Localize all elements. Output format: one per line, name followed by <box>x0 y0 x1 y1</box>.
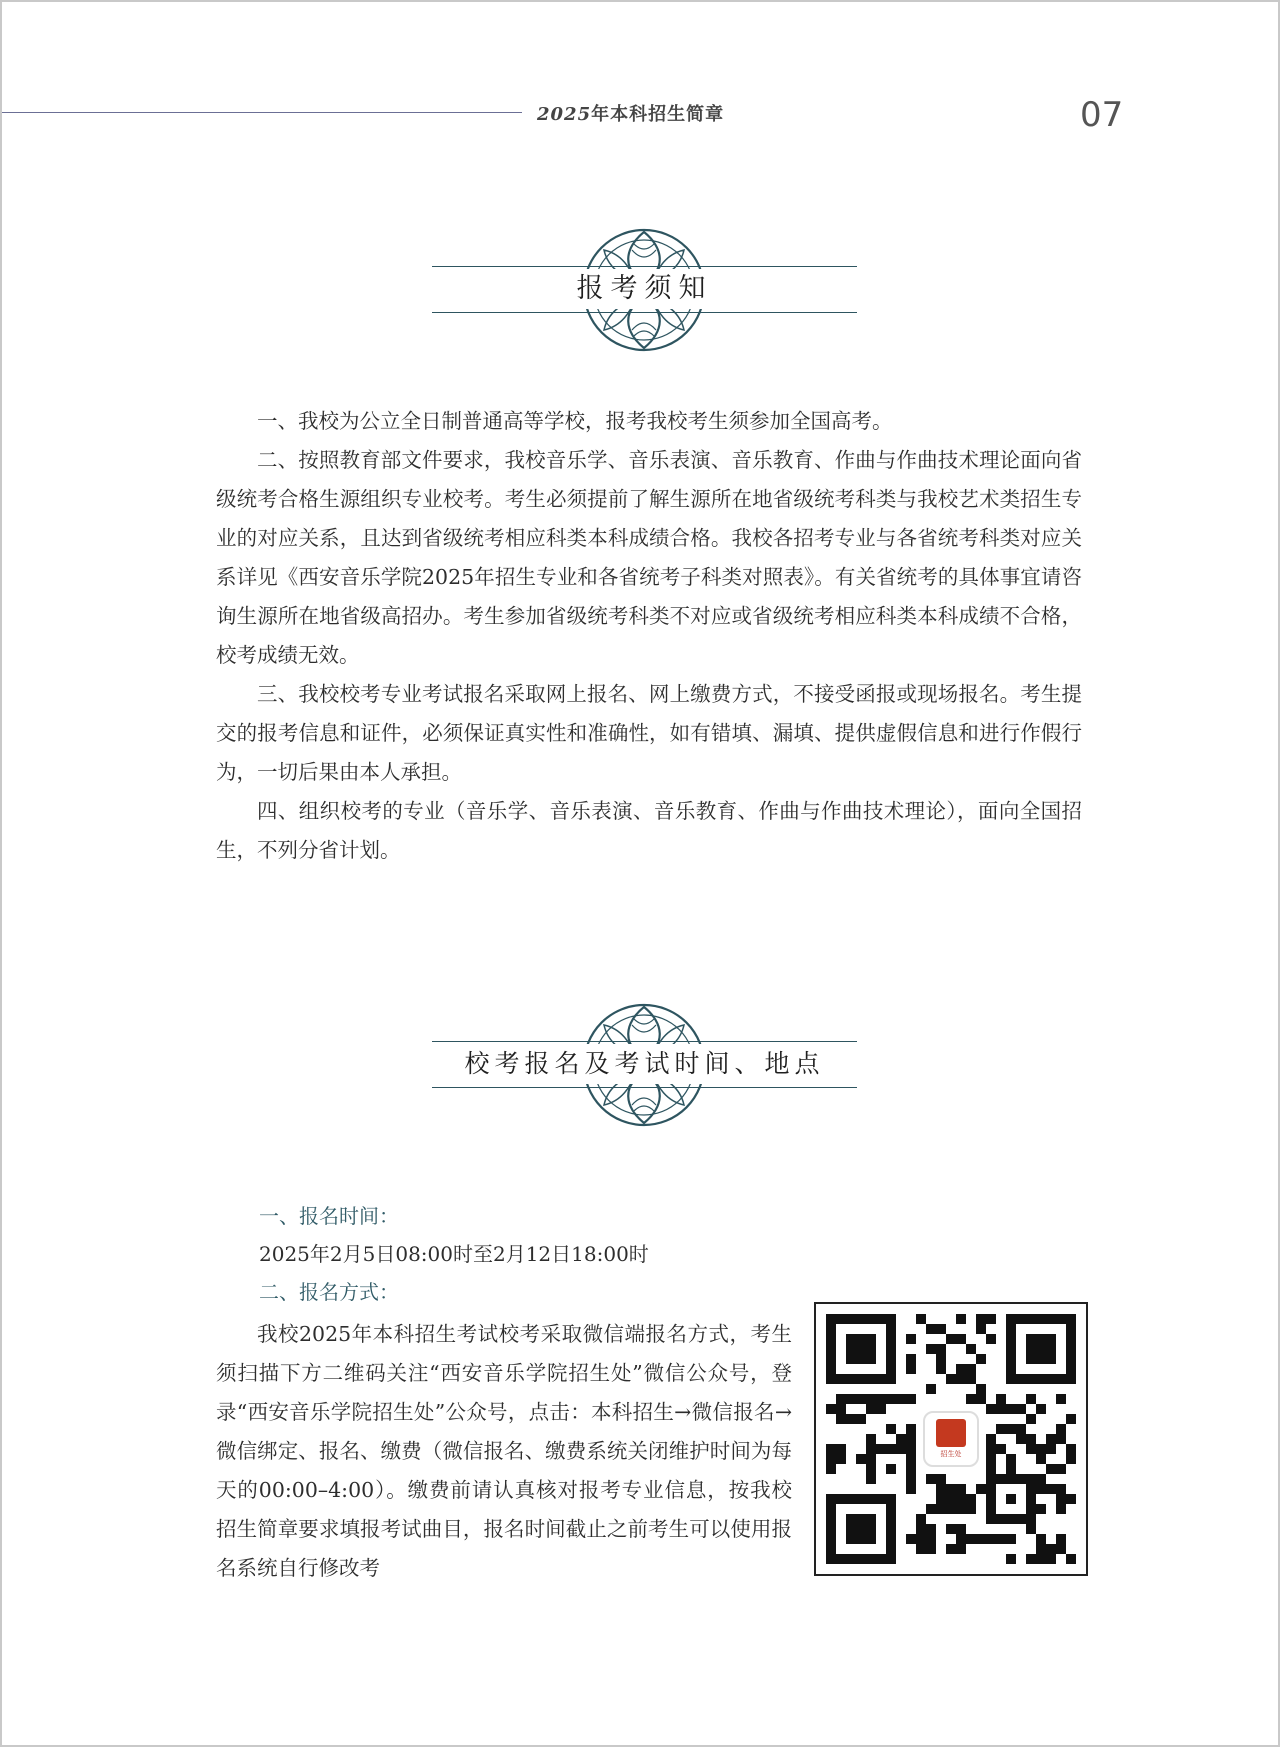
notice-body <box>216 402 1082 870</box>
qr-logo-label: 招生处 <box>940 1450 962 1458</box>
header-title-text: 年本科招生简章 <box>591 104 725 125</box>
notice-paragraph: 一、我校为公立全日制普通高等学校，报考我校考生须参加全国高考。 <box>257 409 893 433</box>
page-number: 07 <box>1080 95 1124 135</box>
registration-time-heading: 一、报名时间： <box>259 1204 399 1228</box>
notice-paragraph: 四、组织校考的专业（音乐学、音乐表演、音乐教育、作曲与作曲技术理论），面向全国招生，不列分省计划。 <box>216 799 1082 862</box>
running-header <box>537 100 724 126</box>
registration-method-text: 我校2025年本科招生考试校考采取微信端报名方式，考生须扫描下方二维码关注“西安音乐学院招生处”微信公众号，登录“西安音乐学院招生处”公众号，点击：本科招生→微信报名→微信绑定、报名、缴费（微信报名、缴费系统关闭维护时间为每天的00:00–4:00）。缴费前请认真核对报考专业信息，按我校招生简章要求填报考试曲目，报名时间截止之前考生可以使用报名系统自行修改考 <box>216 1322 792 1580</box>
seal-icon <box>936 1419 966 1447</box>
section-banner-notice <box>432 220 857 360</box>
header-rule <box>2 112 522 113</box>
header-year: 2025 <box>537 104 592 125</box>
section-banner-registration <box>432 995 857 1135</box>
wechat-qr-code[interactable] <box>814 1302 1088 1576</box>
section-title: 报考须知 <box>571 269 719 309</box>
notice-paragraph: 三、我校校考专业考试报名采取网上报名、网上缴费方式，不接受函报或现场报名。考生提交的报考信息和证件，必须保证真实性和准确性，如有错填、漏填、提供虚假信息和进行作假行为，一切后果由本人承担。 <box>216 682 1082 784</box>
notice-paragraph: 二、按照教育部文件要求，我校音乐学、音乐表演、音乐教育、作曲与作曲技术理论面向省级统考合格生源组织专业校考。考生必须提前了解生源所在地省级统考科类与我校艺术类招生专业的对应关系，且达到省级统考相应科类本科成绩合格。我校各招考专业与各省统考科类对应关系详见《西安音乐学院2025年招生专业和各省统考子科类对照表》。有关省统考的具体事宜请咨询生源所在地省级高招办。考生参加省级统考科类不对应或省级统考相应科类本科成绩不合格，校考成绩无效。 <box>216 448 1082 667</box>
banner-rule-bottom <box>432 312 857 313</box>
registration-method-body <box>216 1315 792 1588</box>
school-logo-icon <box>923 1411 979 1467</box>
registration-time-value: 2025年2月5日08:00时至2月12日18:00时 <box>259 1242 649 1266</box>
registration-method-heading: 二、报名方式： <box>259 1280 399 1304</box>
section-title: 校考报名及考试时间、地点 <box>458 1044 830 1084</box>
banner-rule-bottom <box>432 1087 857 1088</box>
